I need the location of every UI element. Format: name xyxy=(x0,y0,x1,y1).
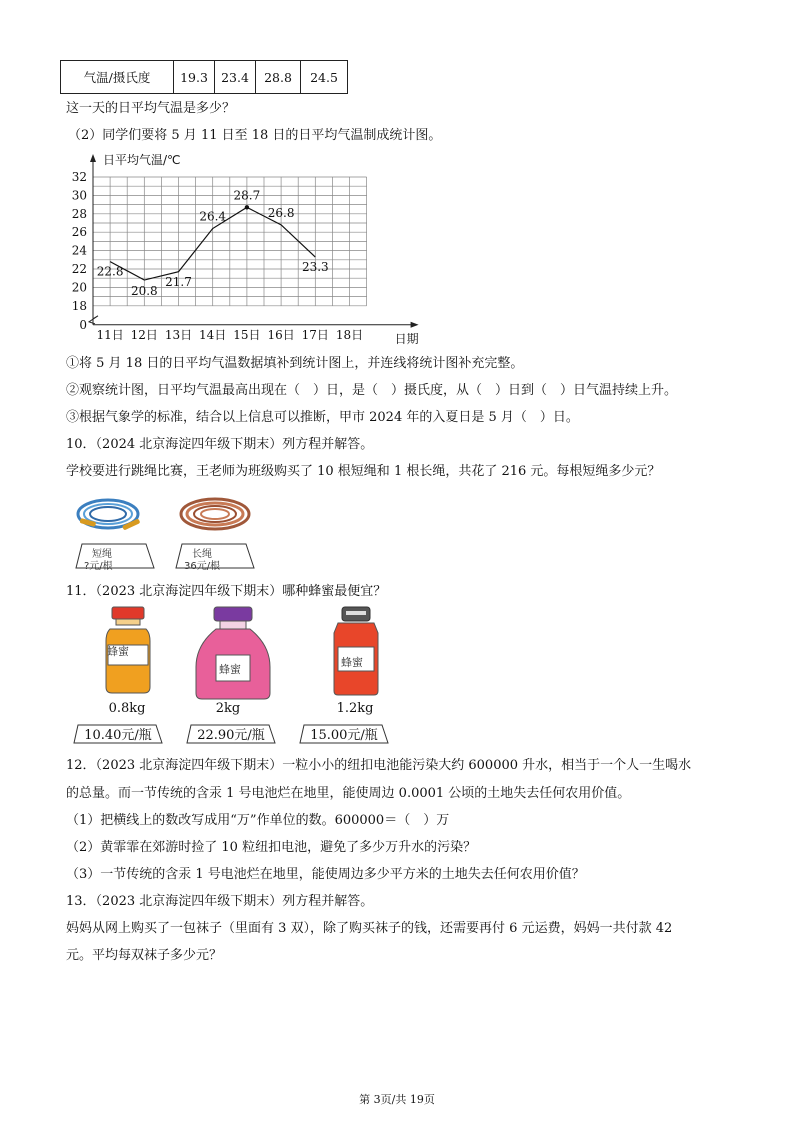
y-tick-label: 18 xyxy=(71,298,87,313)
table-row xyxy=(61,61,348,94)
part-2-text: （2）同学们要将 5 月 11 日至 18 日的日平均气温制成统计图。 xyxy=(68,128,442,143)
temperature-table xyxy=(60,60,348,94)
x-tick-label: 14日 xyxy=(199,327,227,342)
long-rope-image xyxy=(175,494,255,538)
honey-price-tag xyxy=(185,723,277,745)
data-label: 28.7 xyxy=(233,188,261,203)
honey-price: 10.40元/瓶 xyxy=(84,728,152,743)
question-13-text: 元。平均每双袜子多少元？ xyxy=(66,948,223,963)
x-axis-arrow xyxy=(411,322,419,328)
question-11-title: 11．（2023 北京海淀四年级下期末）哪种蜂蜜最便宜？ xyxy=(66,584,387,599)
honey-weight: 0.8kg xyxy=(108,701,146,716)
data-label: 22.8 xyxy=(96,264,124,279)
x-tick-label: 18日 xyxy=(335,327,364,342)
question-12-text: 的总量。而一节传统的含汞 1 号电池烂在地里，能使周边 0.0001 公顷的土地失去任何农用价值。 xyxy=(66,786,631,801)
page-footer: 第 3页/共 19页 xyxy=(359,1093,435,1106)
data-label: 26.4 xyxy=(199,209,227,224)
table-cell: 19.3 xyxy=(174,61,215,94)
question-13-title: 13．（2023 北京海淀四年级下期末）列方程并解答。 xyxy=(66,894,374,909)
x-tick-label: 13日 xyxy=(164,327,193,342)
y-tick-label: 28 xyxy=(71,206,87,221)
x-tick-label: 12日 xyxy=(130,327,158,342)
honey-weight: 2kg xyxy=(215,701,241,716)
y-tick-label: 32 xyxy=(71,170,87,184)
x-tick-label: 11日 xyxy=(96,327,124,342)
y-tick-label: 0 xyxy=(79,317,87,332)
y-axis-title: 日平均气温/℃ xyxy=(103,153,181,167)
task-1-text: ①将 5 月 18 日的日平均气温数据填补到统计图上，并连线将统计图补充完整。 xyxy=(66,356,524,371)
table-cell: 24.5 xyxy=(301,61,348,94)
short-rope-name: 短绳 xyxy=(92,549,112,560)
question-12-text: 12．（2023 北京海淀四年级下期末）一粒小小的纽扣电池能污染大约 600000 升水，相当于一个人一生喝水 xyxy=(66,758,692,773)
honey-price-tag xyxy=(72,723,164,745)
honey-weight: 1.2kg xyxy=(336,701,374,716)
short-rope-image xyxy=(72,492,152,536)
x-tick-label: 17日 xyxy=(301,327,329,342)
y-tick-label: 26 xyxy=(71,225,87,240)
honey-price: 15.00元/瓶 xyxy=(310,728,378,743)
y-tick-label: 24 xyxy=(71,243,87,258)
question-text: 这一天的日平均气温是多少？ xyxy=(66,101,236,116)
short-rope-tag xyxy=(74,540,156,572)
y-axis-arrow xyxy=(90,154,96,162)
x-axis-title: 日期 xyxy=(394,331,419,346)
table-header-cell: 气温/摄氏度 xyxy=(61,61,174,94)
data-point xyxy=(245,205,249,209)
task-2-text: ②观察统计图，日平均气温最高出现在（ ）日，是（ ）摄氏度，从（ ）日到（ ）日气温持续上升。 xyxy=(66,383,678,398)
question-10-title: 10．（2024 北京海淀四年级下期末）列方程并解答。 xyxy=(66,437,374,452)
long-rope-tag xyxy=(174,540,256,572)
question-10-text: 学校要进行跳绳比赛，王老师为班级购买了 10 根短绳和 1 根长绳，共花了 216 元。每根短绳多少元？ xyxy=(66,464,661,479)
table-cell: 23.4 xyxy=(215,61,256,94)
x-tick-label: 15日 xyxy=(233,327,261,342)
honey-label: 蜂蜜 xyxy=(107,645,129,658)
question-12-part-1: （1）把横线上的数改写成用“万”作单位的数。600000＝（ ）万 xyxy=(66,813,450,828)
data-label: 21.7 xyxy=(165,274,192,289)
honey-label: 蜂蜜 xyxy=(341,656,363,669)
data-label: 23.3 xyxy=(301,260,329,275)
question-12-part-2: （2）黄霏霏在郊游时捡了 10 粒纽扣电池，避免了多少万升水的污染？ xyxy=(66,840,477,855)
long-rope-price: 36元/根 xyxy=(184,561,221,572)
honey-price: 22.90元/瓶 xyxy=(197,728,265,743)
task-3-text: ③根据气象学的标准，结合以上信息可以推断，甲市 2024 年的入夏日是 5 月（ ）日。 xyxy=(66,410,579,425)
question-13-text: 妈妈从网上购买了一包袜子（里面有 3 双），除了购买袜子的钱，还需要再付 6 元运费，妈妈一共付款 42 xyxy=(66,921,673,936)
temperature-line-chart xyxy=(60,150,480,350)
question-12-part-3: （3）一节传统的含汞 1 号电池烂在地里，能使周边多少平方米的土地失去任何农用价值？ xyxy=(66,867,585,882)
honey-label: 蜂蜜 xyxy=(219,663,241,676)
honey-jar-medium xyxy=(328,605,384,697)
y-tick-label: 20 xyxy=(71,280,87,295)
y-tick-label: 30 xyxy=(71,188,87,203)
short-rope-price: ?元/根 xyxy=(84,561,113,572)
long-rope-name: 长绳 xyxy=(192,549,212,560)
honey-price-tag xyxy=(298,723,390,745)
table-cell: 28.8 xyxy=(256,61,301,94)
y-tick-label: 22 xyxy=(71,262,87,276)
data-label: 20.8 xyxy=(130,284,158,299)
honey-jar-large xyxy=(190,605,276,701)
data-label: 26.8 xyxy=(267,205,295,220)
x-tick-label: 16日 xyxy=(267,327,295,342)
